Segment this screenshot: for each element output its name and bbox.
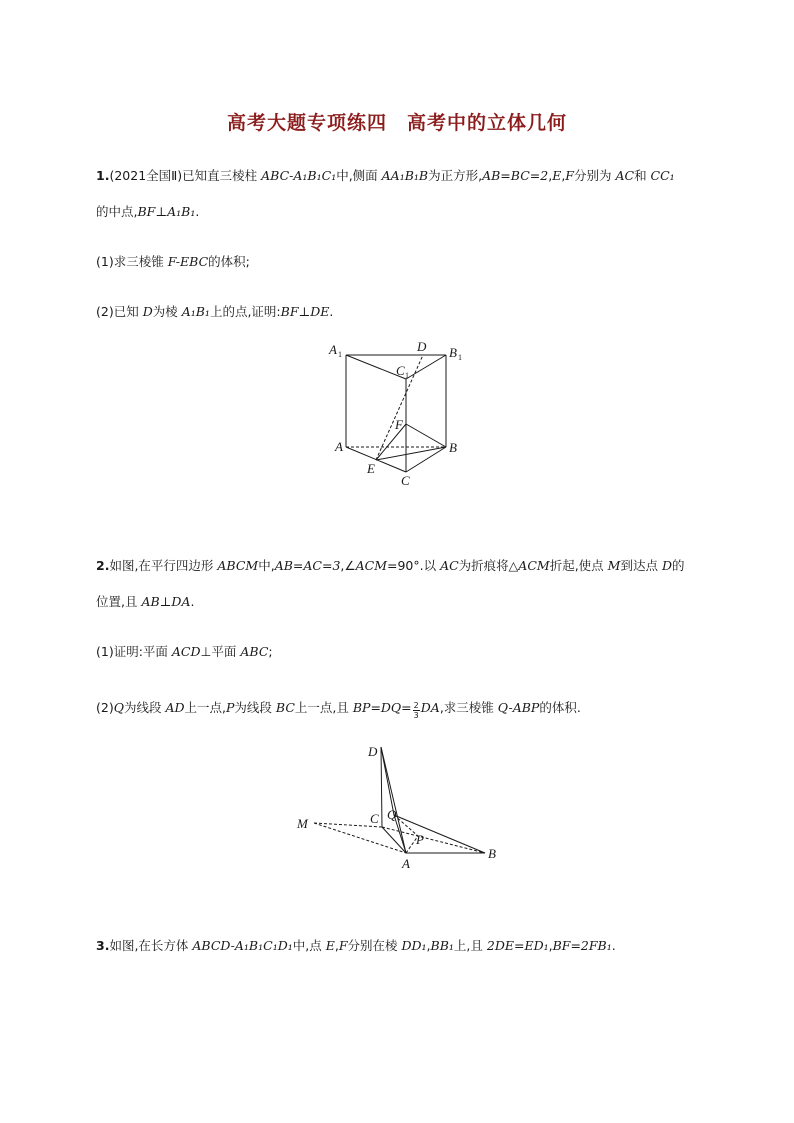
text: 的中点, [96, 204, 138, 219]
text: 分别在棱 [347, 938, 402, 953]
math: AA₁B₁B [381, 168, 429, 183]
math: AB=AC=3 [274, 558, 341, 573]
math: M [607, 558, 621, 573]
label-m: M [297, 816, 308, 831]
math: F-EBC [167, 254, 209, 269]
math: Q-ABP [497, 700, 540, 715]
label-b: B [449, 440, 457, 455]
text: (1)求三棱锥 [96, 254, 168, 269]
text: . [195, 204, 200, 219]
text: , [334, 938, 339, 953]
text: 的体积; [208, 254, 250, 269]
label-b: B [488, 846, 496, 861]
text: 为棱 [152, 304, 182, 319]
math: E [552, 168, 562, 183]
text: 为正方形, [428, 168, 483, 183]
problem-number: 2. [96, 558, 110, 573]
text: 中, [258, 558, 275, 573]
math: BB₁ [430, 938, 454, 953]
text: ,∠ [340, 558, 356, 573]
math: BP=DQ= [352, 700, 412, 715]
math: D [661, 558, 672, 573]
math: AC [615, 168, 635, 183]
edge-bf [406, 424, 446, 447]
math: CC₁ [650, 168, 675, 183]
problem-2-question-2 [96, 699, 716, 720]
problem-2-line-1 [96, 557, 716, 575]
math: ABC-A₁B₁C₁ [261, 168, 337, 183]
edge-b1c1 [406, 355, 446, 379]
math: A₁B₁ [181, 304, 210, 319]
text: 折起,使点 [549, 558, 608, 573]
label-d: D [368, 744, 378, 759]
math: ABCD-A₁B₁C₁D₁ [192, 938, 293, 953]
problem-1-question-2 [96, 303, 716, 321]
math: AC [440, 558, 459, 573]
math: DA [420, 700, 440, 715]
text: . [611, 938, 616, 953]
label-b1: B [449, 345, 457, 360]
label-f: F [395, 417, 403, 432]
text: 为折痕将△ [458, 558, 519, 573]
label-c1: C [396, 363, 405, 378]
label-a1: A [329, 342, 337, 357]
text: ⊥平面 [200, 644, 241, 659]
text: 为线段 [123, 700, 166, 715]
problem-number: 1. [96, 168, 110, 183]
math: ACD [171, 644, 201, 659]
text: . [329, 304, 334, 319]
math: 2DE=ED₁ [486, 938, 549, 953]
label-c: C [370, 811, 379, 826]
fraction [413, 701, 420, 720]
edge-dq [381, 747, 394, 815]
text: ; [268, 644, 273, 659]
text: 上的点,证明: [209, 304, 281, 319]
text: 上,且 [453, 938, 487, 953]
problem-number: 3. [96, 938, 110, 953]
math: F [565, 168, 574, 183]
edge-cb-hidden [382, 827, 485, 853]
fraction-numerator: 2 [413, 701, 419, 710]
problem-1-line-2 [96, 203, 716, 221]
problem-1-line-1 [96, 167, 716, 185]
problem-2-line-2 [96, 593, 716, 611]
label-sub: 1 [405, 371, 409, 380]
math: DD₁ [401, 938, 427, 953]
text: (2) [96, 700, 114, 715]
math: F [338, 938, 348, 953]
label-a: A [335, 439, 343, 454]
text: 上一点,且 [294, 700, 353, 715]
text: ,求三棱锥 [439, 700, 498, 715]
problem-1-question-1 [96, 253, 716, 271]
label-d: D [417, 339, 427, 354]
label-c: C [401, 473, 410, 488]
text: 的 [671, 558, 685, 573]
text: =90°.以 [387, 558, 441, 573]
text: (2)已知 [96, 304, 143, 319]
math: AD [165, 700, 185, 715]
edge-qb [394, 815, 485, 853]
math: BF⊥DE [280, 304, 330, 319]
label-p: P [416, 832, 424, 847]
fraction-denominator: 3 [413, 711, 419, 720]
label-e: E [367, 461, 375, 476]
math: AB=BC=2 [482, 168, 549, 183]
math: AB⊥DA [141, 594, 191, 609]
fold-figure [290, 735, 510, 875]
math: ACM [355, 558, 387, 573]
text: 的体积. [539, 700, 581, 715]
text: 分别为 [573, 168, 616, 183]
text: 中,点 [292, 938, 326, 953]
label-sub: 1 [338, 350, 342, 359]
text: (1)证明:平面 [96, 644, 172, 659]
math: ABCM [217, 558, 259, 573]
label-q: Q [387, 807, 397, 822]
math: BF⊥A₁B₁ [137, 204, 196, 219]
text: 为线段 [234, 700, 276, 715]
text: . [190, 594, 195, 609]
edge-dc [381, 747, 382, 827]
text: 位置,且 [96, 594, 142, 609]
text: 上一点, [184, 700, 226, 715]
math: ACM [518, 558, 550, 573]
text: 和 [634, 168, 651, 183]
text: , [548, 938, 553, 953]
problem-2-question-1 [96, 643, 716, 661]
label-sub: 1 [458, 353, 462, 362]
text: 中,侧面 [336, 168, 382, 183]
edge-da [381, 747, 406, 853]
math: ABC [240, 644, 269, 659]
math: BC [275, 700, 295, 715]
text: 到达点 [620, 558, 662, 573]
text: , [548, 168, 553, 183]
problem-3-line-1 [96, 937, 716, 955]
text: 如图,在平行四边形 [109, 558, 218, 573]
math: E [325, 938, 335, 953]
label-a: A [402, 856, 410, 871]
text: , [561, 168, 566, 183]
text: , [426, 938, 431, 953]
page-title: 高考大题专项练四 高考中的立体几何 [226, 112, 567, 134]
math: Q [113, 700, 124, 715]
text: 如图,在长方体 [109, 938, 193, 953]
prism-figure [325, 335, 475, 495]
math: D [142, 304, 153, 319]
math: P [226, 700, 235, 715]
math: BF=2FB₁ [552, 938, 612, 953]
source-tag: (2021全国Ⅱ) [109, 168, 183, 183]
text: 已知直三棱柱 [182, 168, 262, 183]
